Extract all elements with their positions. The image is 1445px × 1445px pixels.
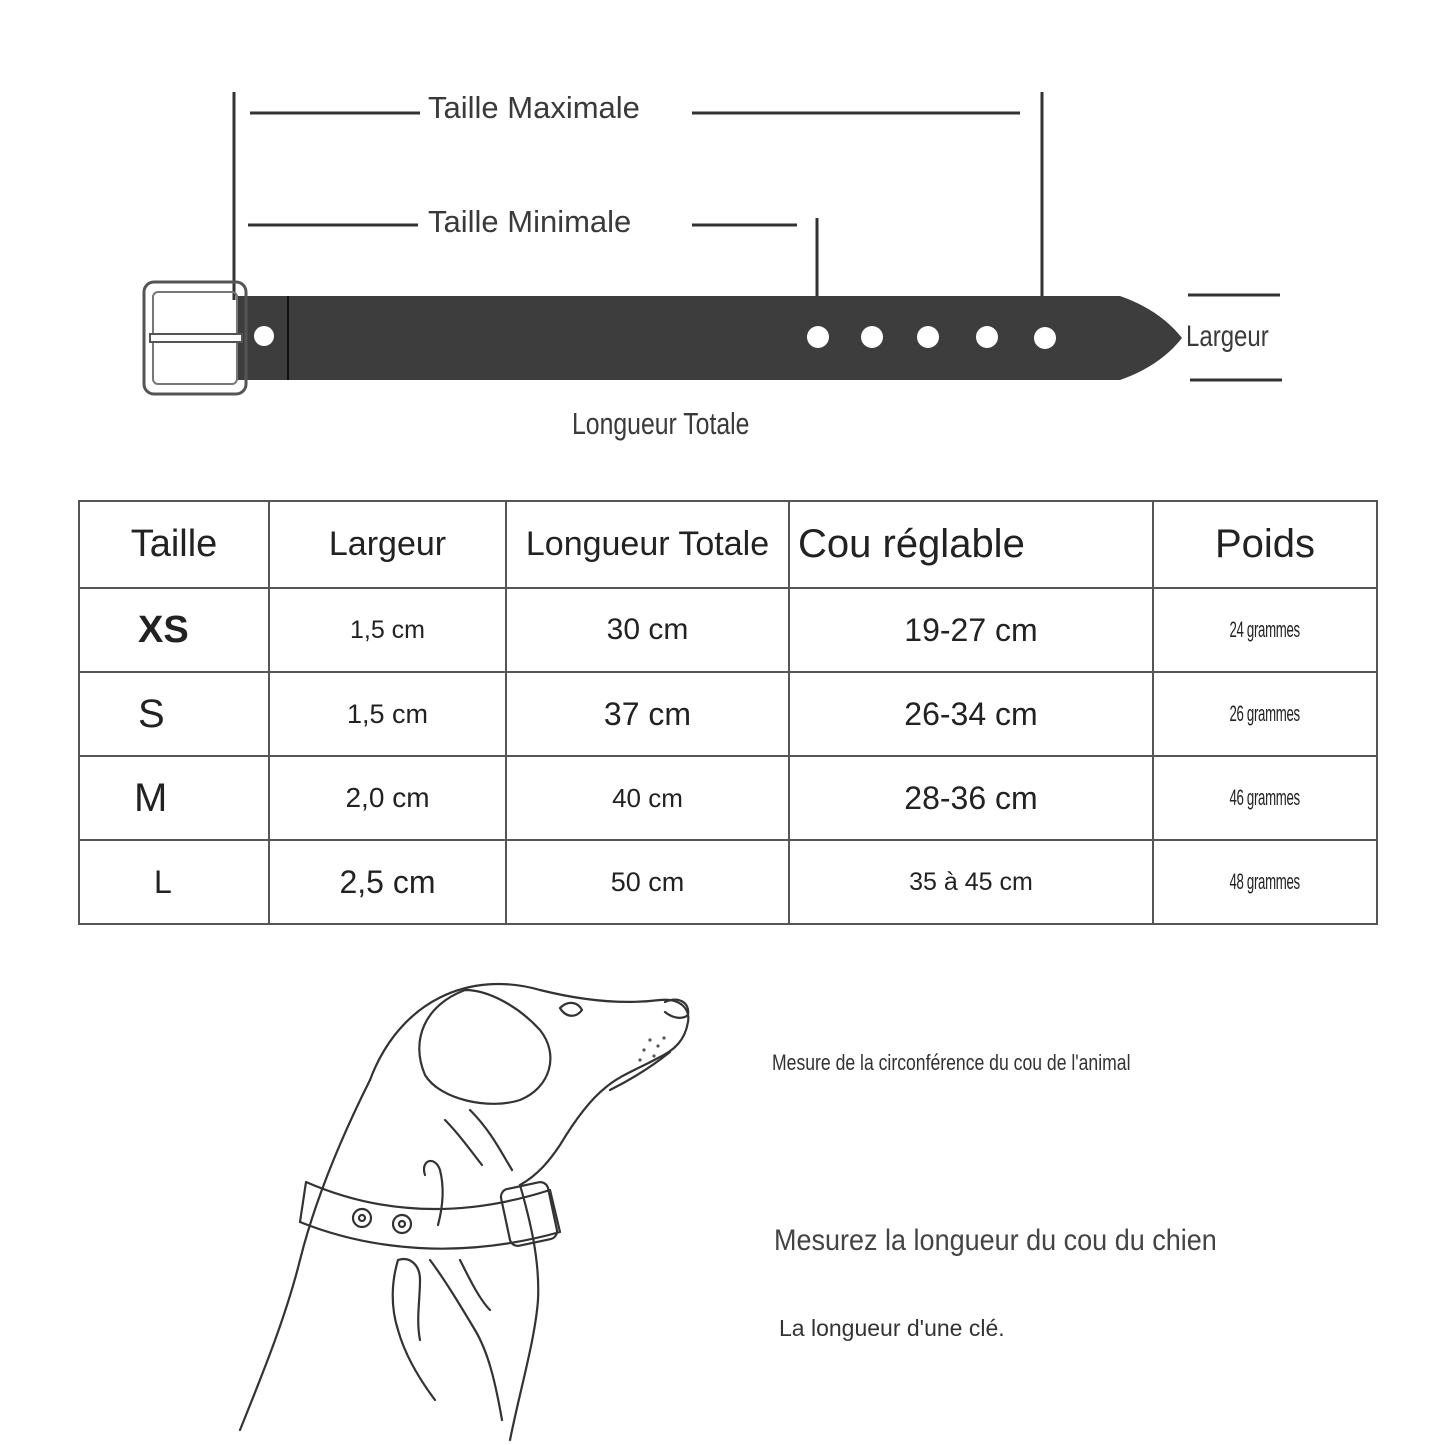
- neck-cell: 35 à 45 cm: [789, 840, 1153, 924]
- total-length-label-text: Longueur Totale: [572, 406, 750, 441]
- header-size: Taille: [79, 501, 269, 588]
- dog-neck-illustration: [220, 960, 720, 1445]
- dog-eye: [560, 1003, 582, 1016]
- max-size-label: Taille Maximale: [428, 90, 640, 125]
- buckle-prong: [150, 334, 242, 342]
- measuring-hand: [393, 1259, 502, 1420]
- size-cell: M: [79, 756, 269, 840]
- table-header-row: [79, 501, 1377, 588]
- dog-fur-line: [470, 1110, 512, 1170]
- length-cell: 50 cm: [506, 840, 789, 924]
- width-cell: 1,5 cm: [269, 672, 506, 756]
- dog-neck-front: [240, 1080, 370, 1430]
- length-cell: 37 cm: [506, 672, 789, 756]
- dog-fur-line: [445, 1120, 482, 1165]
- table-row: [79, 840, 1377, 924]
- total-length-label: [572, 406, 794, 442]
- length-cell: 30 cm: [506, 588, 789, 672]
- width-label-text: Largeur: [1186, 320, 1269, 353]
- min-size-label: Taille Minimale: [428, 204, 632, 239]
- dog-head-outline: [370, 984, 688, 1185]
- size-table: [78, 500, 1378, 925]
- header-weight: Poids: [1153, 501, 1377, 588]
- dog-collar-buckle: [499, 1181, 558, 1248]
- header-width: Largeur: [269, 501, 506, 588]
- weight-text: 26 grammes: [1229, 701, 1301, 726]
- width-cell: 1,5 cm: [269, 588, 506, 672]
- collar-diagram: [0, 0, 1445, 470]
- weight-text: 24 grammes: [1229, 617, 1301, 642]
- header-adjustable-neck: Cou réglable: [789, 501, 1153, 588]
- neck-length-caption-text: Mesurez la longueur du cou du chien: [774, 1224, 1217, 1257]
- table-row: [79, 588, 1377, 672]
- weight-cell: [1153, 756, 1377, 840]
- length-cell: 40 cm: [506, 756, 789, 840]
- strap-hole: [1034, 327, 1056, 349]
- weight-cell: [1153, 672, 1377, 756]
- circumference-caption-text: Mesure de la circonférence du cou de l'animal: [772, 1050, 1131, 1075]
- table-row: [79, 756, 1377, 840]
- circumference-caption: [772, 1050, 1220, 1076]
- width-cell: 2,5 cm: [269, 840, 506, 924]
- strap-hole: [807, 326, 829, 348]
- dog-mouth: [610, 1052, 670, 1090]
- size-cell: S: [79, 672, 269, 756]
- strap-hole: [917, 326, 939, 348]
- dog-ear: [419, 990, 550, 1104]
- dog-collar-hole: [359, 1215, 365, 1221]
- measuring-thumb: [424, 1161, 443, 1225]
- size-cell: XS: [79, 588, 269, 672]
- size-cell: L: [79, 840, 269, 924]
- width-cell: 2,0 cm: [269, 756, 506, 840]
- weight-text: 46 grammes: [1229, 785, 1301, 810]
- strap-hole: [254, 326, 274, 346]
- width-label: [1186, 320, 1289, 354]
- key-length-caption: La longueur d'une clé.: [779, 1315, 1005, 1341]
- table-row: [79, 672, 1377, 756]
- dog-collar-hole: [399, 1221, 405, 1227]
- dog-neck-back: [510, 1185, 538, 1440]
- weight-text: 48 grammes: [1229, 869, 1301, 894]
- neck-length-caption: [774, 1224, 1266, 1258]
- neck-cell: 19-27 cm: [789, 588, 1153, 672]
- weight-cell: [1153, 588, 1377, 672]
- header-total-length: Longueur Totale: [506, 501, 789, 588]
- neck-cell: 26-34 cm: [789, 672, 1153, 756]
- strap-hole: [861, 326, 883, 348]
- dog-collar-hole: [353, 1209, 371, 1227]
- strap-hole: [976, 326, 998, 348]
- dog-collar-hole: [393, 1215, 411, 1233]
- weight-cell: [1153, 840, 1377, 924]
- neck-cell: 28-36 cm: [789, 756, 1153, 840]
